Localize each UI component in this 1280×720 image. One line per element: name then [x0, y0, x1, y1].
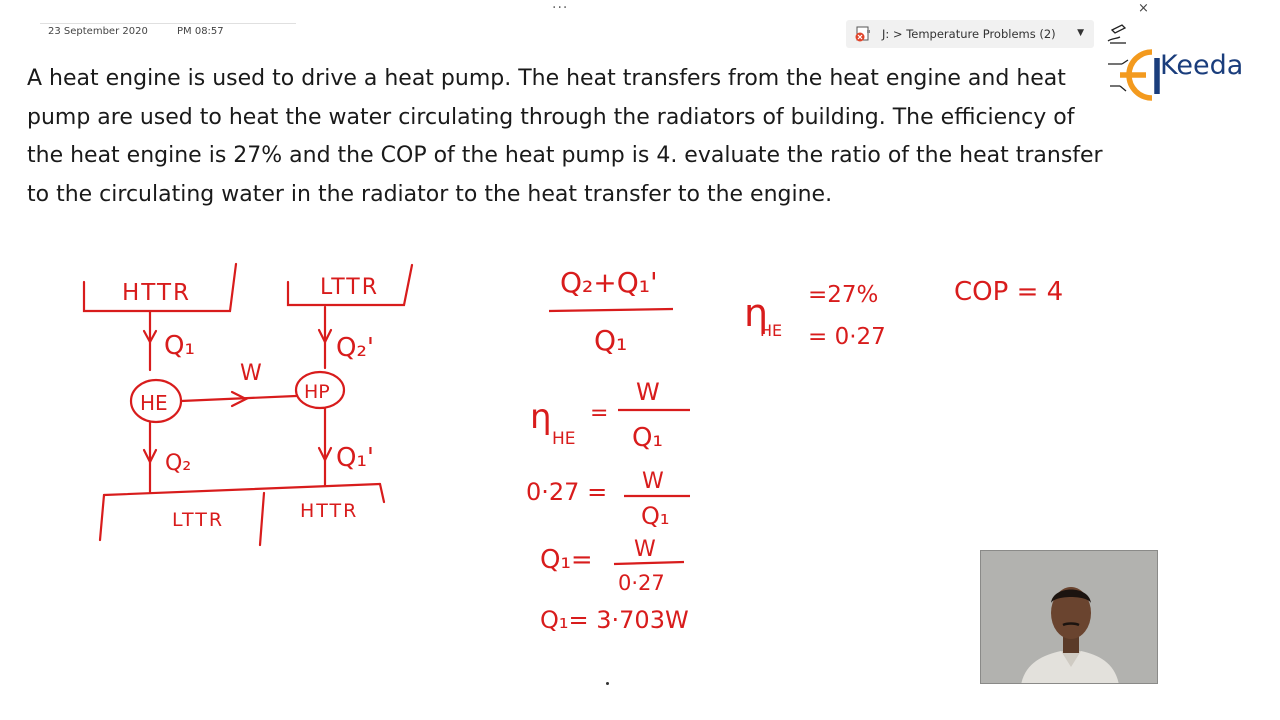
label-httr-bottom: HTTR	[300, 500, 359, 522]
instructor-silhouette	[981, 551, 1158, 684]
bottom-mid-tick	[260, 493, 264, 545]
bottom-right-tick	[380, 484, 384, 502]
eta-eq-sign: =	[590, 401, 609, 426]
label-lttr-top: LTTR	[320, 275, 380, 300]
cop-value: COP = 4	[954, 277, 1064, 307]
q1-lhs: Q₁=	[540, 545, 593, 575]
ratio-fraction-bar	[549, 309, 673, 311]
work-line	[181, 396, 296, 401]
cursor-dot	[606, 682, 609, 685]
q1-result: Q₁= 3·703W	[540, 606, 689, 634]
label-q2-bottom: Q₂	[165, 451, 192, 476]
eta-subscript-2: HE	[760, 321, 783, 340]
eta-value-den-q1: Q₁	[641, 502, 670, 530]
diagram-strokes	[84, 264, 412, 545]
label-lttr-bottom: LTTR	[172, 509, 225, 531]
ratio-numerator: Q₂+Q₁'	[560, 266, 658, 299]
q1-fraction-bar	[614, 562, 684, 564]
section-path: J: > Temperature Problems (2)	[882, 27, 1056, 41]
eta-decimal: = 0·27	[808, 324, 886, 350]
bottom-line	[104, 484, 380, 495]
eta-percent: =27%	[808, 282, 879, 308]
eta-den-q1: Q₁	[632, 423, 663, 453]
label-hp: HP	[304, 381, 330, 403]
q1-num-w: W	[634, 537, 656, 562]
label-q1p-bottom: Q₁'	[336, 443, 375, 473]
label-httr-top: HTTR	[122, 280, 191, 306]
eta-symbol-2: η	[744, 291, 769, 335]
page-date: 23 September 2020	[48, 26, 148, 37]
logo-wordmark: Keeda	[1160, 50, 1244, 81]
chevron-down-icon[interactable]: ▼	[1077, 28, 1084, 38]
q1-denominator: 0·27	[618, 571, 665, 595]
eta-value-lhs: 0·27 =	[526, 478, 608, 506]
bottom-left-tick	[100, 495, 104, 540]
close-icon[interactable]: ×	[1138, 1, 1149, 16]
label-q1-top: Q₁	[164, 331, 195, 361]
eta-symbol-1: η	[530, 397, 552, 437]
label-he: HE	[140, 391, 168, 415]
page-time: PM 08:57	[177, 26, 224, 37]
more-options-icon[interactable]: ···	[552, 0, 569, 16]
label-w-diagram: W	[240, 361, 262, 386]
eta-subscript-1: HE	[552, 429, 576, 449]
question-text: A heat engine is used to drive a heat pump. The heat transfers from the heat engine and heat pump are used to heat the water circulating through the radiators of building. The efficiency of the heat engine is 27% and the COP of the heat pump is 4. evaluate the ratio of the heat transfer to the circulating water in the radiator to the heat transfer to the engine.	[27, 66, 1103, 207]
eta-value-num-w: W	[642, 469, 664, 494]
eta-num-w: W	[636, 378, 660, 406]
label-q2p-top: Q₂'	[336, 333, 375, 363]
instructor-webcam	[980, 550, 1158, 684]
ratio-denominator: Q₁	[594, 324, 628, 357]
